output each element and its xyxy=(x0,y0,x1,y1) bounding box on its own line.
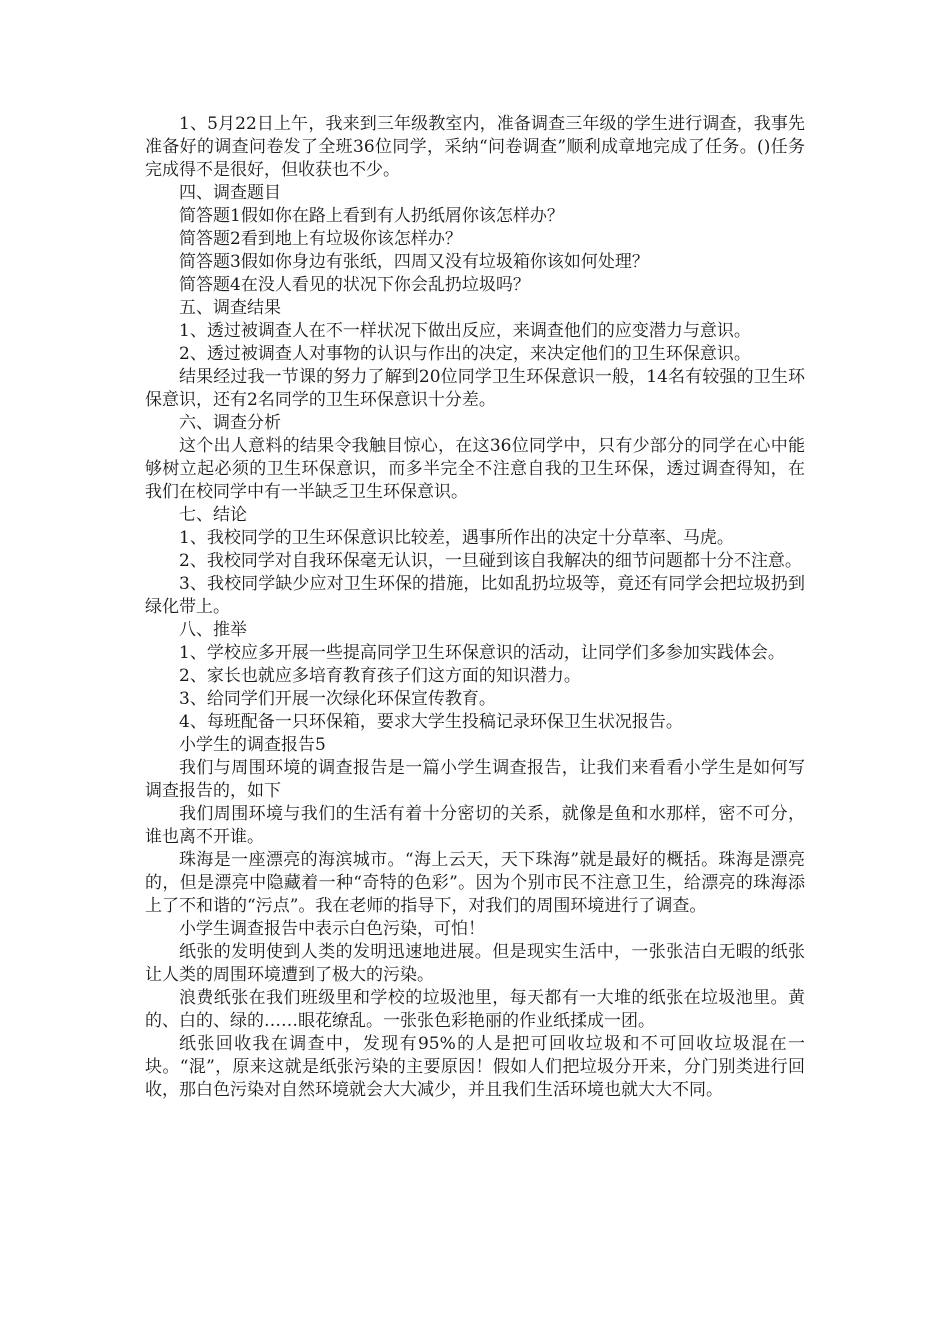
paragraph: 1、我校同学的卫生环保意识比较差，遇事所作出的决定十分草率、马虎。 xyxy=(179,528,734,548)
section-heading: 八、推举 xyxy=(179,620,247,640)
paragraph: 1、学校应多开展一些提高同学卫生环保意识的活动，让同学们多参加实践体会。 xyxy=(179,643,785,663)
paragraph: 结果经过我一节课的努力了解到20位同学卫生环保意识一般，14名有较强的卫生环保意识，还有2名同学的卫生环保意识十分差。 xyxy=(145,367,805,410)
paragraph: 1、透过被调查人在不一样状况下做出反应，来调查他们的应变潜力与意识。 xyxy=(179,321,751,341)
paragraph: 小学生调查报告中表示白色污染，可怕！ xyxy=(179,919,485,939)
paragraph: 纸张的发明使到人类的发明迅速地进展。但是现实生活中，一张张洁白无暇的纸张让人类的周围环境遭到了极大的污染。 xyxy=(145,942,805,985)
paragraph: 3、我校同学缺少应对卫生环保的措施，比如乱扔垃圾等，竟还有同学会把垃圾扔到绿化带上。 xyxy=(145,574,805,617)
paragraph: 2、我校同学对自我环保毫无认识，一旦碰到该自我解决的细节问题都十分不注意。 xyxy=(179,551,802,571)
section-heading: 五、调查结果 xyxy=(179,298,281,318)
paragraph: 简答题1假如你在路上看到有人扔纸屑你该怎样办？ xyxy=(179,206,564,226)
paragraph: 珠海是一座漂亮的海滨城市。“海上云天，天下珠海”就是最好的概括。珠海是漂亮的，但是漂亮中隐藏着一种“奇特的色彩”。因为个别市民不注意卫生，给漂亮的珠海添上了不和谐的“污点”。我在老师的指导下，对我们的周围环境进行了调查。 xyxy=(145,850,805,916)
section-heading: 四、调查题目 xyxy=(179,183,281,203)
section-heading: 七、结论 xyxy=(179,505,247,525)
paragraph: 简答题3假如你身边有张纸，四周又没有垃圾箱你该如何处理？ xyxy=(179,252,649,272)
paragraph: 纸张回收我在调查中，发现有95%的人是把可回收垃圾和不可回收垃圾混在一块。“混”，原来这就是纸张污染的主要原因！假如人们把垃圾分开来，分门别类进行回收，那白色污染对自然环境就会大大减少，并且我们生活环境也就大大不同。 xyxy=(145,1034,805,1100)
document-page xyxy=(145,113,805,1102)
report-title: 小学生的调查报告5 xyxy=(179,735,326,755)
paragraph: 浪费纸张在我们班级里和学校的垃圾池里，每天都有一大堆的纸张在垃圾池里。黄的、白的、绿的……眼花缭乱。一张张色彩艳丽的作业纸揉成一团。 xyxy=(145,988,805,1031)
paragraph: 1、5月22日上午，我来到三年级教室内，准备调查三年级的学生进行调查，我事先准备好的调查问卷发了全班36位同学，采纳“问卷调查”顺利成章地完成了任务。()任务完成得不是很好，但收获也不少。 xyxy=(145,114,805,180)
paragraph: 简答题4在没人看见的状况下你会乱扔垃圾吗？ xyxy=(179,275,530,295)
paragraph: 4、每班配备一只环保箱，要求大学生投稿记录环保卫生状况报告。 xyxy=(179,712,683,732)
paragraph: 2、透过被调查人对事物的认识与作出的决定，来决定他们的卫生环保意识。 xyxy=(179,344,751,364)
paragraph: 我们与周围环境的调查报告是一篇小学生调查报告，让我们来看看小学生是如何写调查报告的，如下 xyxy=(145,758,805,801)
paragraph: 3、给同学们开展一次绿化环保宣传教育。 xyxy=(179,689,496,709)
paragraph: 2、家长也就应多培育教育孩子们这方面的知识潜力。 xyxy=(179,666,581,686)
section-heading: 六、调查分析 xyxy=(179,413,281,433)
paragraph: 我们周围环境与我们的生活有着十分密切的关系，就像是鱼和水那样，密不可分，谁也离不开谁。 xyxy=(145,804,805,847)
paragraph: 简答题2看到地上有垃圾你该怎样办？ xyxy=(179,229,462,249)
paragraph: 这个出人意料的结果令我触目惊心，在这36位同学中，只有少部分的同学在心中能够树立起必须的卫生环保意识，而多半完全不注意自我的卫生环保，透过调查得知，在我们在校同学中有一半缺乏卫生环保意识。 xyxy=(145,436,805,502)
